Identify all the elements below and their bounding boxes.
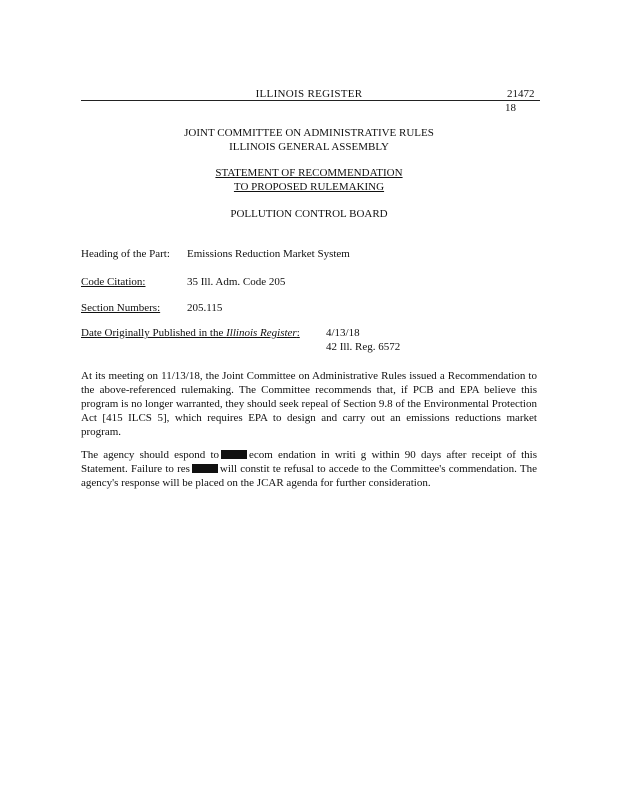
page-number: 21472 <box>507 88 535 100</box>
header-rule <box>81 100 540 101</box>
section-numbers-value: 205.115 <box>187 302 223 314</box>
register-citation-value: 42 Ill. Reg. 6572 <box>326 341 401 353</box>
redaction-mark <box>221 450 247 459</box>
response-part2: ecom endation in writi g within 90 days after receipt of this Statement. Failure to res <box>81 449 537 475</box>
statement-title-text1: STATEMENT OF RECOMMENDATION <box>215 167 403 179</box>
date-label-suffix: : <box>296 327 300 339</box>
statement-title-line2 <box>0 181 618 193</box>
volume-number: 18 <box>505 102 516 114</box>
date-label-italic: Illinois Register <box>226 327 297 339</box>
recommendation-paragraph: At its meeting on 11/13/18, the Joint Committee on Administrative Rules issued a Recommendation to the above-referenced rulemaking. The Committee recommends that, if PCB and EPA believe this program is no longer warranted, they should seek repeal of Section 9.8 of the Environmental Protection Act [415 ILCS 5], which requires EPA to design and carry out an emissions reductions market program. <box>81 370 537 438</box>
date-published-label <box>81 327 300 339</box>
code-citation-label <box>81 276 145 288</box>
response-part1: The agency should espond to <box>81 449 220 461</box>
agency-name: POLLUTION CONTROL BOARD <box>230 208 388 220</box>
register-title: ILLINOIS REGISTER <box>255 88 363 100</box>
date-label-prefix: Date Originally Published in the <box>81 327 227 339</box>
assembly-name: ILLINOIS GENERAL ASSEMBLY <box>229 141 389 153</box>
response-part3: will constit te refusal to accede to the Committee's commendation. The agency's response will be placed on the JCAR agenda for further consideration. <box>81 463 537 489</box>
statement-title-line1 <box>0 167 618 179</box>
redaction-mark <box>192 464 218 473</box>
section-numbers-label <box>81 302 160 314</box>
date-published-value: 4/13/18 <box>326 327 360 339</box>
committee-name: JOINT COMMITTEE ON ADMINISTRATIVE RULES <box>184 127 434 139</box>
code-citation-label-text: Code Citation: <box>81 276 146 288</box>
section-numbers-label-text: Section Numbers: <box>81 302 161 314</box>
statement-title-text2: TO PROPOSED RULEMAKING <box>233 181 385 193</box>
heading-value: Emissions Reduction Market System <box>187 248 350 260</box>
heading-label: Heading of the Part: <box>81 248 170 260</box>
code-citation-value: 35 Ill. Adm. Code 205 <box>187 276 286 288</box>
response-paragraph <box>81 448 537 490</box>
